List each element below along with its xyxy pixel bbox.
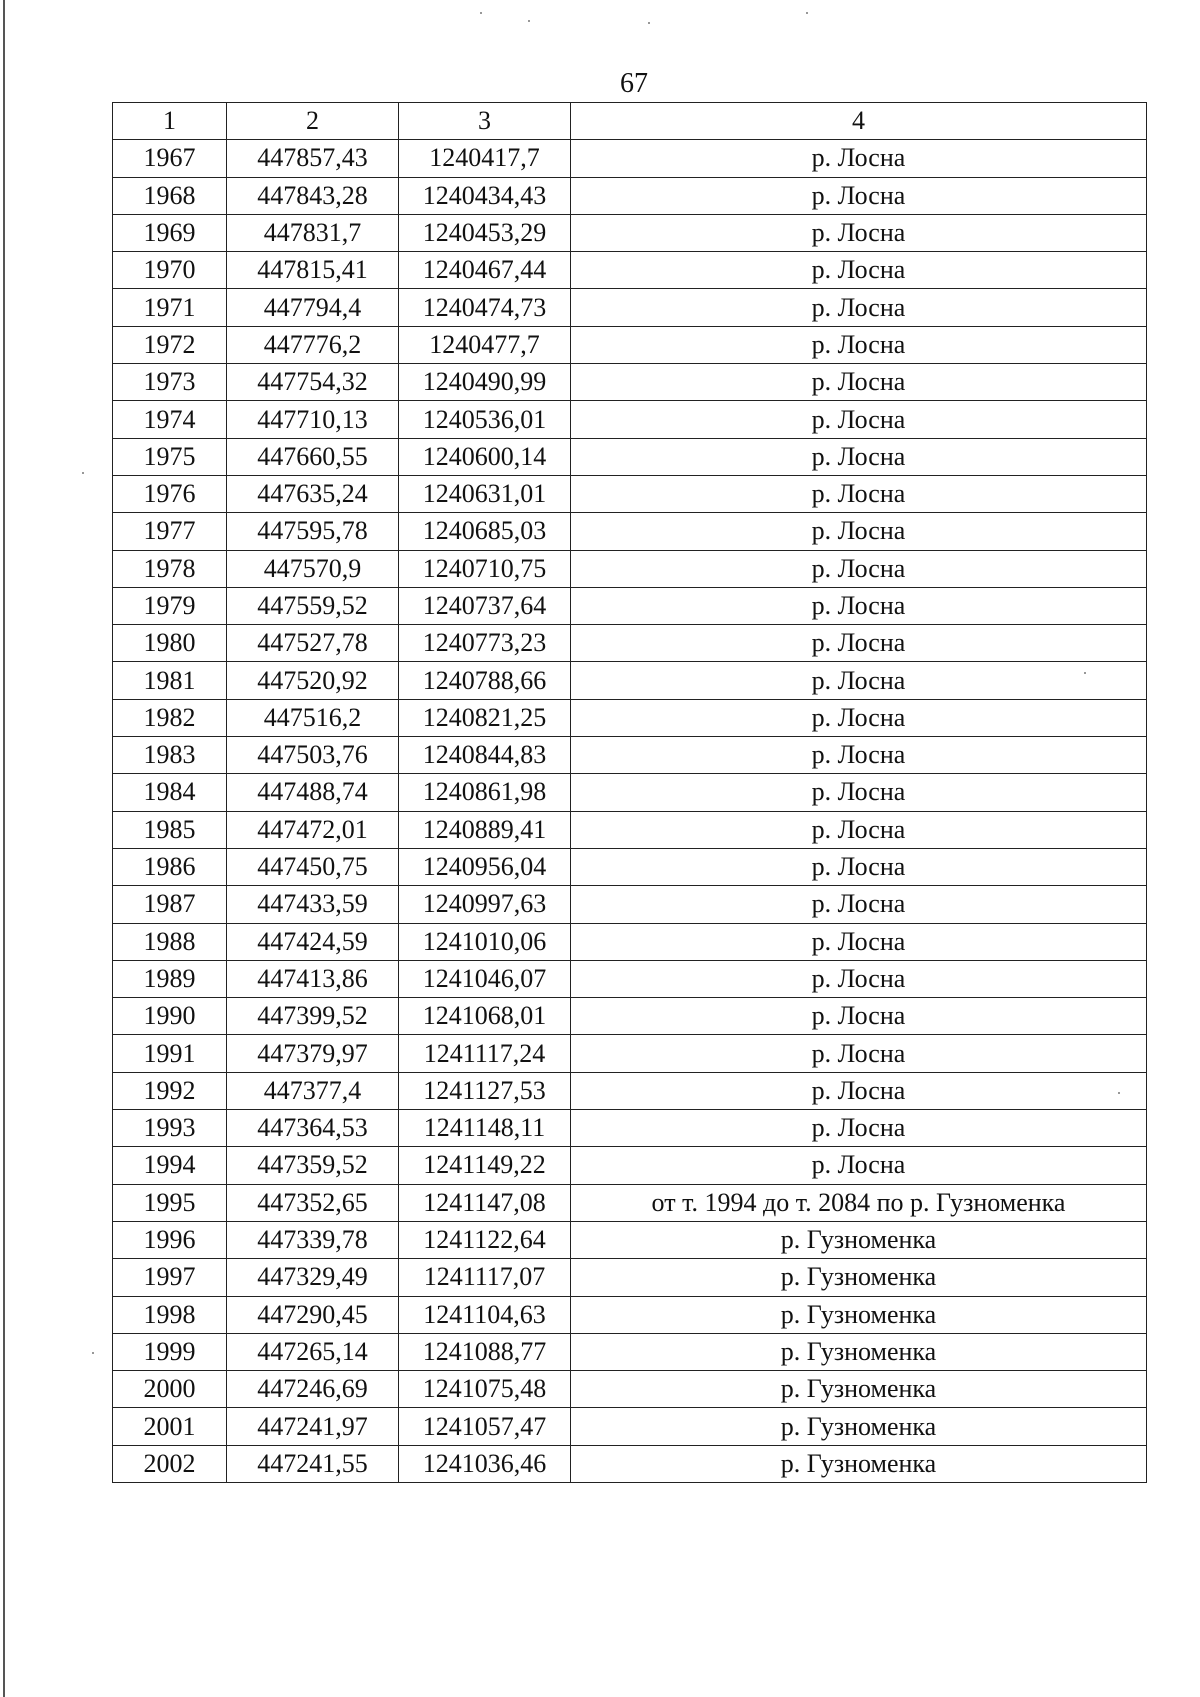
- table-row: [113, 811, 1147, 848]
- y-coordinate-cell: 1240821,25: [399, 699, 571, 736]
- point-number-cell: 1978: [113, 550, 227, 587]
- point-number-cell: 1985: [113, 811, 227, 848]
- y-coordinate-cell: 1240861,98: [399, 774, 571, 811]
- point-number-cell: 1974: [113, 401, 227, 438]
- x-coordinate-cell: 447339,78: [227, 1221, 399, 1258]
- y-coordinate-cell: 1241147,08: [399, 1184, 571, 1221]
- scan-speck: [528, 20, 530, 22]
- table-row: [113, 438, 1147, 475]
- page-number: 67: [620, 68, 648, 99]
- table-row: [113, 1072, 1147, 1109]
- point-number-cell: 1969: [113, 214, 227, 251]
- x-coordinate-cell: 447379,97: [227, 1035, 399, 1072]
- y-coordinate-cell: 1240773,23: [399, 625, 571, 662]
- table-row: [113, 1259, 1147, 1296]
- table-row: [113, 625, 1147, 662]
- x-coordinate-cell: 447413,86: [227, 960, 399, 997]
- table-row: [113, 737, 1147, 774]
- point-number-cell: 1992: [113, 1072, 227, 1109]
- description-cell: р. Лосна: [571, 326, 1147, 363]
- y-coordinate-cell: 1240467,44: [399, 252, 571, 289]
- description-cell: р. Лосна: [571, 401, 1147, 438]
- x-coordinate-cell: 447710,13: [227, 401, 399, 438]
- point-number-cell: 1997: [113, 1259, 227, 1296]
- description-cell: р. Гузноменка: [571, 1259, 1147, 1296]
- table-row: [113, 214, 1147, 251]
- description-cell: р. Лосна: [571, 289, 1147, 326]
- x-coordinate-cell: 447570,9: [227, 550, 399, 587]
- description-cell: р. Лосна: [571, 811, 1147, 848]
- x-coordinate-cell: 447246,69: [227, 1371, 399, 1408]
- x-coordinate-cell: 447776,2: [227, 326, 399, 363]
- x-coordinate-cell: 447364,53: [227, 1110, 399, 1147]
- y-coordinate-cell: 1241010,06: [399, 923, 571, 960]
- description-cell: р. Лосна: [571, 177, 1147, 214]
- description-cell: р. Лосна: [571, 140, 1147, 177]
- description-cell: р. Лосна: [571, 587, 1147, 624]
- table-row: [113, 998, 1147, 1035]
- y-coordinate-cell: 1241104,63: [399, 1296, 571, 1333]
- y-coordinate-cell: 1240631,01: [399, 475, 571, 512]
- description-cell: р. Лосна: [571, 774, 1147, 811]
- y-coordinate-cell: 1240844,83: [399, 737, 571, 774]
- x-coordinate-cell: 447843,28: [227, 177, 399, 214]
- table-row: [113, 252, 1147, 289]
- table-row: [113, 1333, 1147, 1370]
- table-row: [113, 1408, 1147, 1445]
- point-number-cell: 2002: [113, 1445, 227, 1482]
- x-coordinate-cell: 447329,49: [227, 1259, 399, 1296]
- x-coordinate-cell: 447377,4: [227, 1072, 399, 1109]
- y-coordinate-cell: 1241088,77: [399, 1333, 571, 1370]
- y-coordinate-cell: 1240685,03: [399, 513, 571, 550]
- x-coordinate-cell: 447754,32: [227, 364, 399, 401]
- point-number-cell: 1971: [113, 289, 227, 326]
- coordinates-table: [112, 102, 1147, 1483]
- table-row: [113, 1371, 1147, 1408]
- y-coordinate-cell: 1240997,63: [399, 886, 571, 923]
- point-number-cell: 1968: [113, 177, 227, 214]
- y-coordinate-cell: 1240477,7: [399, 326, 571, 363]
- point-number-cell: 1988: [113, 923, 227, 960]
- scan-speck: [806, 12, 808, 14]
- description-cell: от т. 1994 до т. 2084 по р. Гузноменка: [571, 1184, 1147, 1221]
- description-cell: р. Лосна: [571, 1147, 1147, 1184]
- description-cell: р. Лосна: [571, 1110, 1147, 1147]
- table-row: [113, 1147, 1147, 1184]
- table-row: [113, 1296, 1147, 1333]
- y-coordinate-cell: 1240490,99: [399, 364, 571, 401]
- y-coordinate-cell: 1240417,7: [399, 140, 571, 177]
- table-row: [113, 177, 1147, 214]
- description-cell: р. Лосна: [571, 923, 1147, 960]
- description-cell: р. Лосна: [571, 475, 1147, 512]
- x-coordinate-cell: 447857,43: [227, 140, 399, 177]
- point-number-cell: 1980: [113, 625, 227, 662]
- y-coordinate-cell: 1240434,43: [399, 177, 571, 214]
- x-coordinate-cell: 447265,14: [227, 1333, 399, 1370]
- x-coordinate-cell: 447359,52: [227, 1147, 399, 1184]
- description-cell: р. Лосна: [571, 214, 1147, 251]
- y-coordinate-cell: 1240600,14: [399, 438, 571, 475]
- point-number-cell: 1987: [113, 886, 227, 923]
- header-cell-2: 2: [227, 103, 399, 140]
- point-number-cell: 1994: [113, 1147, 227, 1184]
- x-coordinate-cell: 447241,97: [227, 1408, 399, 1445]
- description-cell: р. Лосна: [571, 662, 1147, 699]
- x-coordinate-cell: 447815,41: [227, 252, 399, 289]
- y-coordinate-cell: 1241075,48: [399, 1371, 571, 1408]
- table-row: [113, 401, 1147, 438]
- description-cell: р. Лосна: [571, 550, 1147, 587]
- point-number-cell: 1972: [113, 326, 227, 363]
- x-coordinate-cell: 447635,24: [227, 475, 399, 512]
- description-cell: р. Гузноменка: [571, 1371, 1147, 1408]
- point-number-cell: 1970: [113, 252, 227, 289]
- table-row: [113, 774, 1147, 811]
- y-coordinate-cell: 1241068,01: [399, 998, 571, 1035]
- point-number-cell: 1981: [113, 662, 227, 699]
- description-cell: р. Гузноменка: [571, 1445, 1147, 1482]
- point-number-cell: 1989: [113, 960, 227, 997]
- x-coordinate-cell: 447352,65: [227, 1184, 399, 1221]
- x-coordinate-cell: 447488,74: [227, 774, 399, 811]
- point-number-cell: 2001: [113, 1408, 227, 1445]
- x-coordinate-cell: 447516,2: [227, 699, 399, 736]
- point-number-cell: 1977: [113, 513, 227, 550]
- point-number-cell: 1979: [113, 587, 227, 624]
- x-coordinate-cell: 447290,45: [227, 1296, 399, 1333]
- point-number-cell: 1982: [113, 699, 227, 736]
- header-cell-1: 1: [113, 103, 227, 140]
- table-row: [113, 475, 1147, 512]
- x-coordinate-cell: 447503,76: [227, 737, 399, 774]
- description-cell: р. Лосна: [571, 848, 1147, 885]
- point-number-cell: 2000: [113, 1371, 227, 1408]
- table-row: [113, 1184, 1147, 1221]
- description-cell: р. Гузноменка: [571, 1333, 1147, 1370]
- y-coordinate-cell: 1240710,75: [399, 550, 571, 587]
- table-row: [113, 886, 1147, 923]
- scan-speck: [82, 472, 84, 474]
- x-coordinate-cell: 447595,78: [227, 513, 399, 550]
- table-row: [113, 1110, 1147, 1147]
- point-number-cell: 1984: [113, 774, 227, 811]
- table-row: [113, 513, 1147, 550]
- x-coordinate-cell: 447472,01: [227, 811, 399, 848]
- point-number-cell: 1993: [113, 1110, 227, 1147]
- table-row: [113, 140, 1147, 177]
- y-coordinate-cell: 1240737,64: [399, 587, 571, 624]
- x-coordinate-cell: 447424,59: [227, 923, 399, 960]
- description-cell: р. Лосна: [571, 960, 1147, 997]
- description-cell: р. Лосна: [571, 438, 1147, 475]
- y-coordinate-cell: 1241127,53: [399, 1072, 571, 1109]
- description-cell: р. Гузноменка: [571, 1296, 1147, 1333]
- point-number-cell: 1990: [113, 998, 227, 1035]
- table-row: [113, 848, 1147, 885]
- point-number-cell: 1999: [113, 1333, 227, 1370]
- point-number-cell: 1995: [113, 1184, 227, 1221]
- y-coordinate-cell: 1240453,29: [399, 214, 571, 251]
- table-row: [113, 587, 1147, 624]
- table-row: [113, 1035, 1147, 1072]
- header-cell-4: 4: [571, 103, 1147, 140]
- scan-speck: [480, 12, 482, 14]
- description-cell: р. Лосна: [571, 737, 1147, 774]
- description-cell: р. Лосна: [571, 1072, 1147, 1109]
- point-number-cell: 1996: [113, 1221, 227, 1258]
- x-coordinate-cell: 447241,55: [227, 1445, 399, 1482]
- description-cell: р. Лосна: [571, 886, 1147, 923]
- x-coordinate-cell: 447433,59: [227, 886, 399, 923]
- y-coordinate-cell: 1240788,66: [399, 662, 571, 699]
- scan-speck: [92, 1352, 94, 1354]
- coordinates-table-body: [113, 103, 1147, 1483]
- table-row: [113, 699, 1147, 736]
- y-coordinate-cell: 1240956,04: [399, 848, 571, 885]
- point-number-cell: 1967: [113, 140, 227, 177]
- x-coordinate-cell: 447527,78: [227, 625, 399, 662]
- y-coordinate-cell: 1241117,24: [399, 1035, 571, 1072]
- x-coordinate-cell: 447559,52: [227, 587, 399, 624]
- y-coordinate-cell: 1241046,07: [399, 960, 571, 997]
- y-coordinate-cell: 1241057,47: [399, 1408, 571, 1445]
- point-number-cell: 1983: [113, 737, 227, 774]
- description-cell: р. Лосна: [571, 1035, 1147, 1072]
- table-row: [113, 364, 1147, 401]
- x-coordinate-cell: 447794,4: [227, 289, 399, 326]
- table-row: [113, 326, 1147, 363]
- description-cell: р. Лосна: [571, 699, 1147, 736]
- page-edge-line: [3, 0, 5, 1697]
- point-number-cell: 1991: [113, 1035, 227, 1072]
- scan-speck: [1118, 1092, 1120, 1094]
- y-coordinate-cell: 1240474,73: [399, 289, 571, 326]
- table-header-row: [113, 103, 1147, 140]
- y-coordinate-cell: 1241149,22: [399, 1147, 571, 1184]
- table-row: [113, 289, 1147, 326]
- header-cell-3: 3: [399, 103, 571, 140]
- description-cell: р. Лосна: [571, 513, 1147, 550]
- y-coordinate-cell: 1241036,46: [399, 1445, 571, 1482]
- y-coordinate-cell: 1240889,41: [399, 811, 571, 848]
- x-coordinate-cell: 447399,52: [227, 998, 399, 1035]
- x-coordinate-cell: 447450,75: [227, 848, 399, 885]
- table-row: [113, 1221, 1147, 1258]
- table-row: [113, 662, 1147, 699]
- x-coordinate-cell: 447831,7: [227, 214, 399, 251]
- description-cell: р. Лосна: [571, 364, 1147, 401]
- scan-speck: [648, 22, 650, 24]
- description-cell: р. Лосна: [571, 998, 1147, 1035]
- point-number-cell: 1976: [113, 475, 227, 512]
- table-row: [113, 960, 1147, 997]
- description-cell: р. Лосна: [571, 252, 1147, 289]
- description-cell: р. Гузноменка: [571, 1408, 1147, 1445]
- point-number-cell: 1973: [113, 364, 227, 401]
- y-coordinate-cell: 1241148,11: [399, 1110, 571, 1147]
- y-coordinate-cell: 1240536,01: [399, 401, 571, 438]
- point-number-cell: 1986: [113, 848, 227, 885]
- description-cell: р. Лосна: [571, 625, 1147, 662]
- y-coordinate-cell: 1241117,07: [399, 1259, 571, 1296]
- x-coordinate-cell: 447660,55: [227, 438, 399, 475]
- x-coordinate-cell: 447520,92: [227, 662, 399, 699]
- description-cell: р. Гузноменка: [571, 1221, 1147, 1258]
- table-row: [113, 923, 1147, 960]
- point-number-cell: 1975: [113, 438, 227, 475]
- scan-speck: [1084, 672, 1086, 674]
- y-coordinate-cell: 1241122,64: [399, 1221, 571, 1258]
- point-number-cell: 1998: [113, 1296, 227, 1333]
- table-row: [113, 1445, 1147, 1482]
- table-row: [113, 550, 1147, 587]
